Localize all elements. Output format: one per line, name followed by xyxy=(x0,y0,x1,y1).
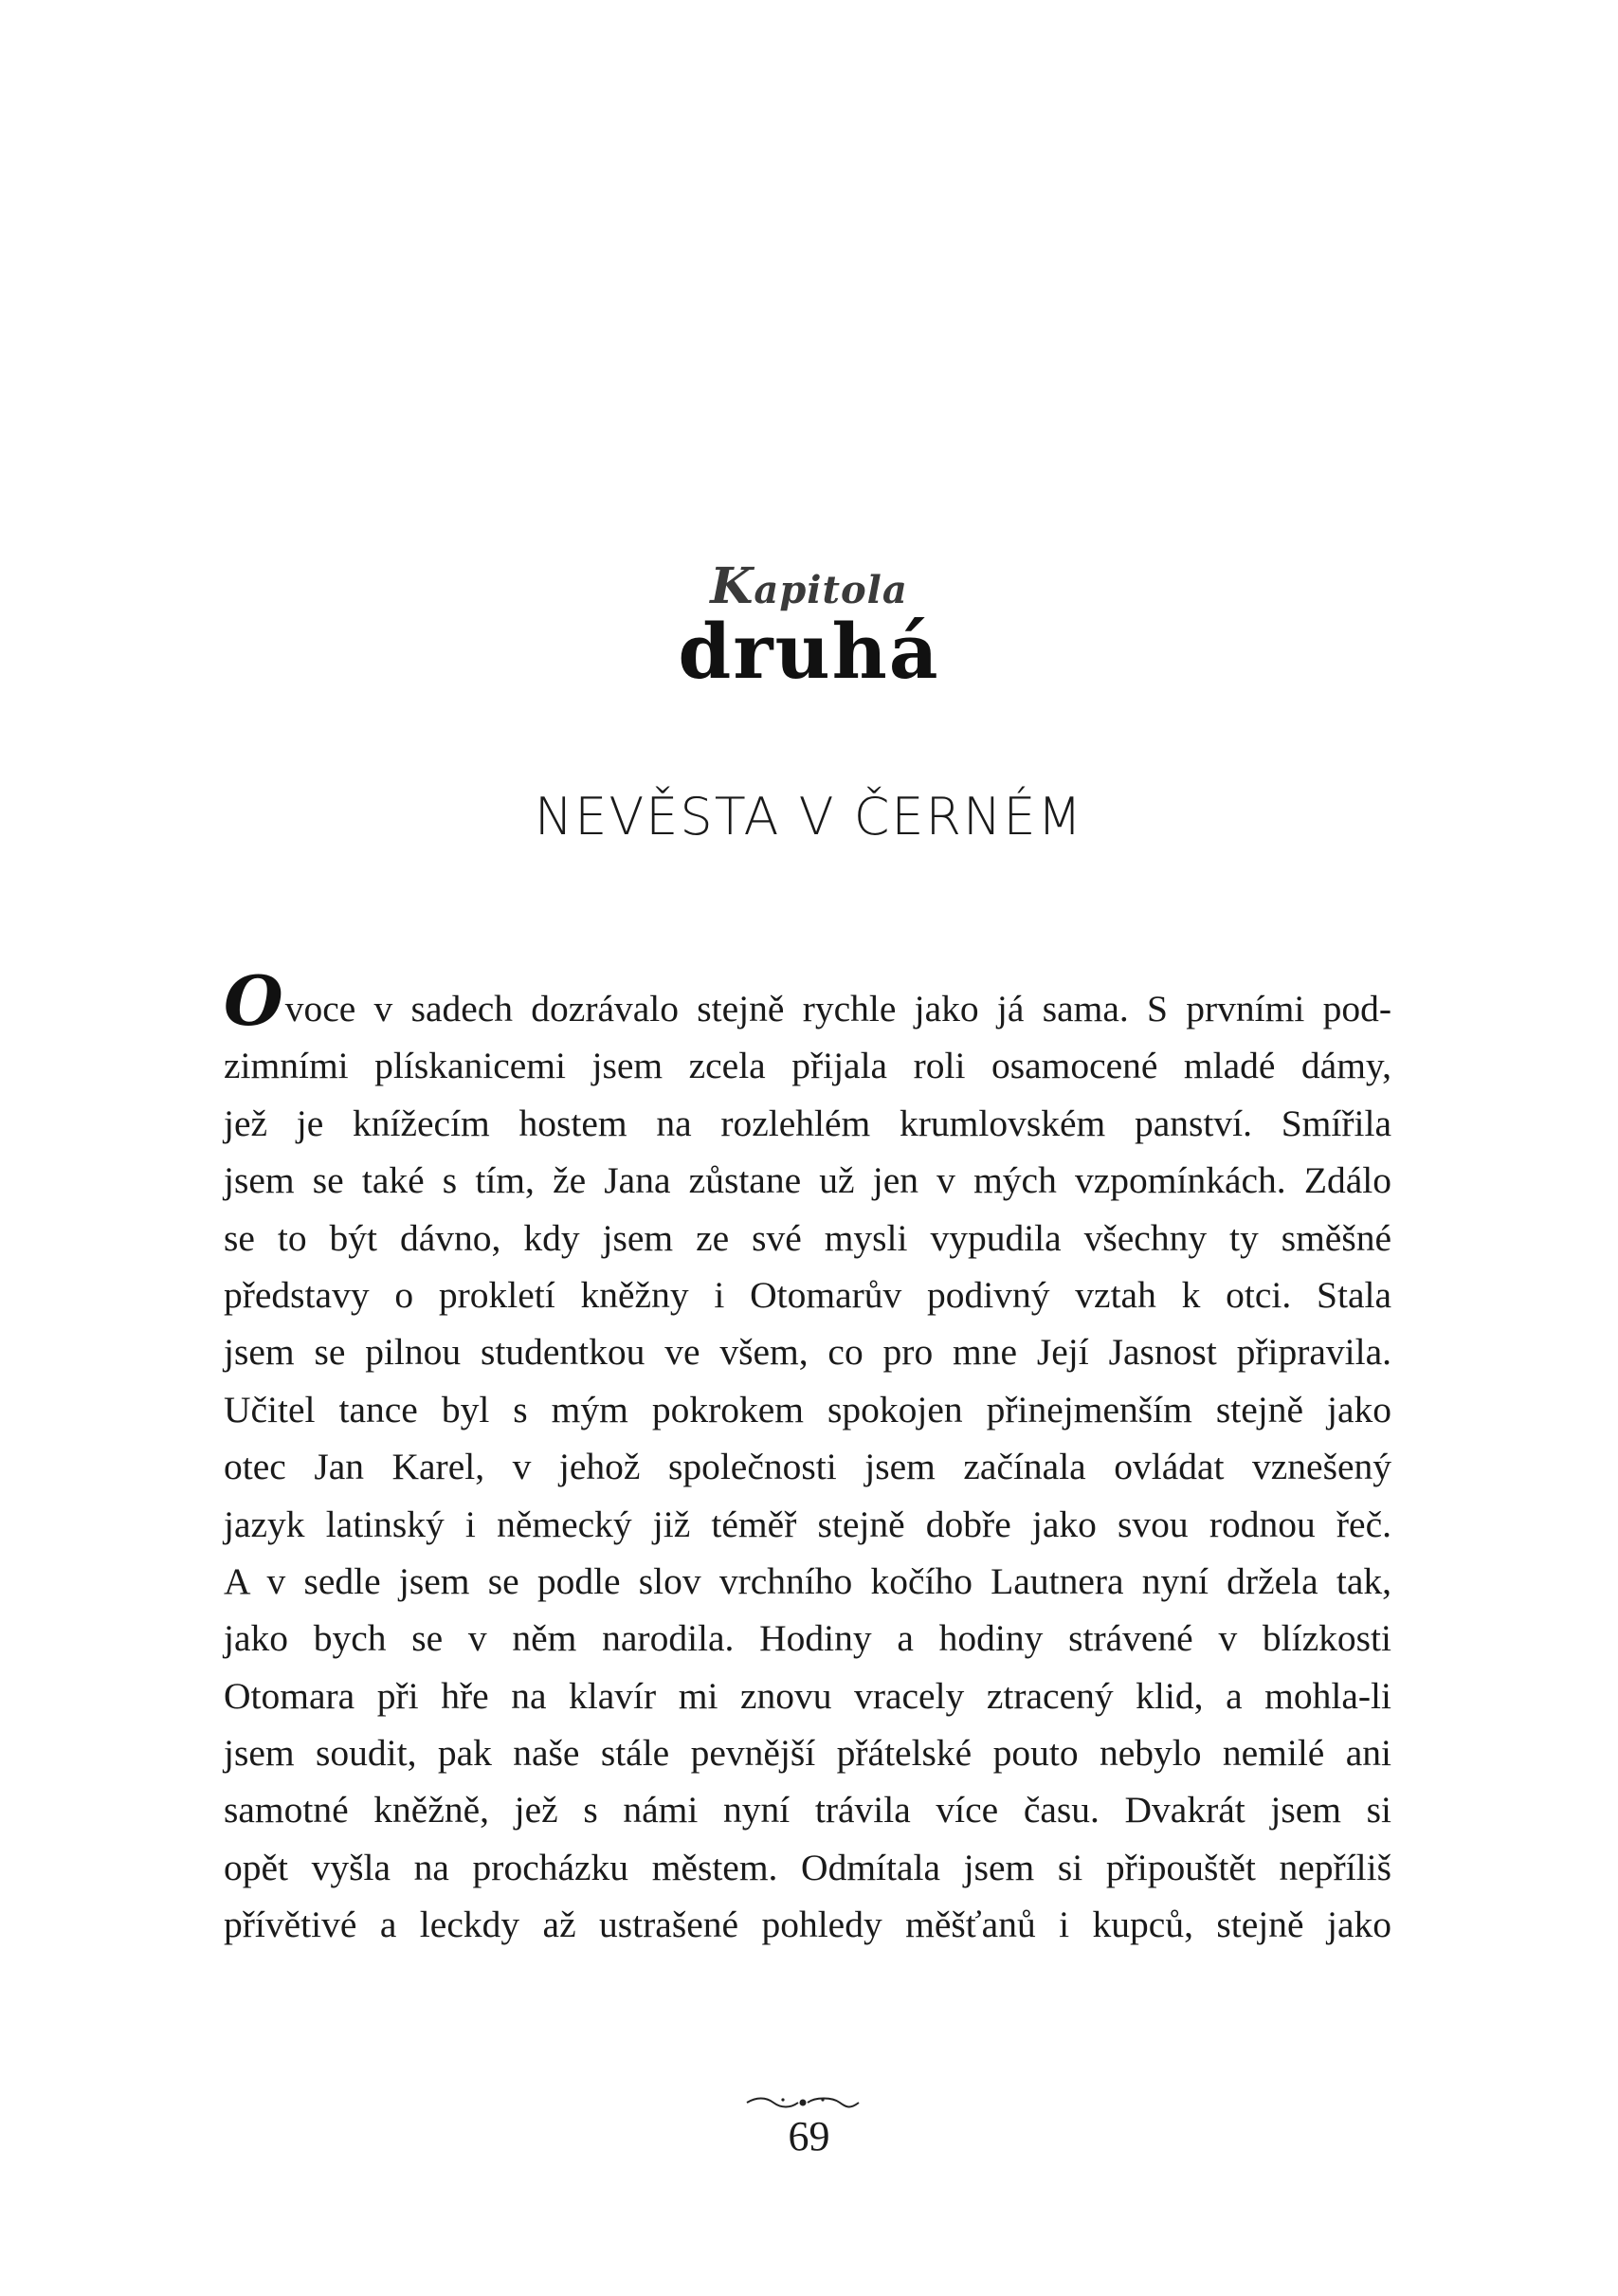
body-line: zimními plískanicemi jsem zcela přijala roli osamocené mladé dámy, xyxy=(224,1045,1391,1087)
body-line: se to být dávno, kdy jsem ze své mysli vypudila všechny ty směšné xyxy=(224,1216,1391,1259)
body-line: Otomara při hře na klavír mi znovu vracely ztracený klid, a mohla-li xyxy=(224,1674,1391,1717)
body-line: jsem se také s tím, že Jana zůstane už jen v mých vzpomínkách. Zdálo xyxy=(224,1159,1391,1202)
body-line: jazyk latinský i německý již téměř stejně dobře jako svou rodnou řeč. xyxy=(224,1503,1391,1545)
body-line-1 xyxy=(224,960,1391,1041)
body-line: otec Jan Karel, v jehož společnosti jsem začínala ovládat vznešený xyxy=(224,1446,1391,1488)
body-line: opět vyšla na procházku městem. Odmítala jsem si připouštět nepříliš xyxy=(224,1846,1391,1888)
chapter-title: NEVĚSTA V ČERNÉM xyxy=(534,787,1084,847)
body-line: jsem soudit, pak naše stále pevnější přátelské pouto nebylo nemilé ani xyxy=(224,1732,1391,1775)
body-line: jsem se pilnou studentkou ve všem, co pro mne Její Jasnost připravila. xyxy=(224,1331,1391,1374)
body-line: představy o prokletí kněžny i Otomarův podivný vztah k otci. Stala xyxy=(224,1273,1391,1316)
body-line: samotné kněžně, jež s námi nyní trávila více času. Dvakrát jsem si xyxy=(224,1789,1391,1831)
chapter-label-initial: K xyxy=(710,557,754,615)
decorative-flourish-icon xyxy=(745,2095,861,2110)
body-text xyxy=(224,960,1391,1954)
body-line-text: voce v sadech dozrávalo stejně rychle jako já sama. S prvními pod- xyxy=(284,988,1391,1030)
body-line: Učitel tance byl s mým pokrokem spokojen přinejmenším stejně jako xyxy=(224,1388,1391,1430)
chapter-label-rest: apitola xyxy=(754,568,908,612)
page-number: 69 xyxy=(788,2113,830,2159)
body-line: jako bych se v něm narodila. Hodiny a hodiny strávené v blízkosti xyxy=(224,1617,1391,1660)
body-line: jež je knížecím hostem na rozlehlém krumlovském panství. Smířila xyxy=(224,1102,1391,1144)
body-line: A v sedle jsem se podle slov vrchního kočího Lautnera nyní držela tak, xyxy=(224,1559,1391,1602)
chapter-number: druhá xyxy=(678,607,940,696)
drop-cap: O xyxy=(224,960,283,1041)
body-line: přívětivé a leckdy až ustrašené pohledy měšťanů i kupců, stejně jako xyxy=(224,1904,1391,1946)
